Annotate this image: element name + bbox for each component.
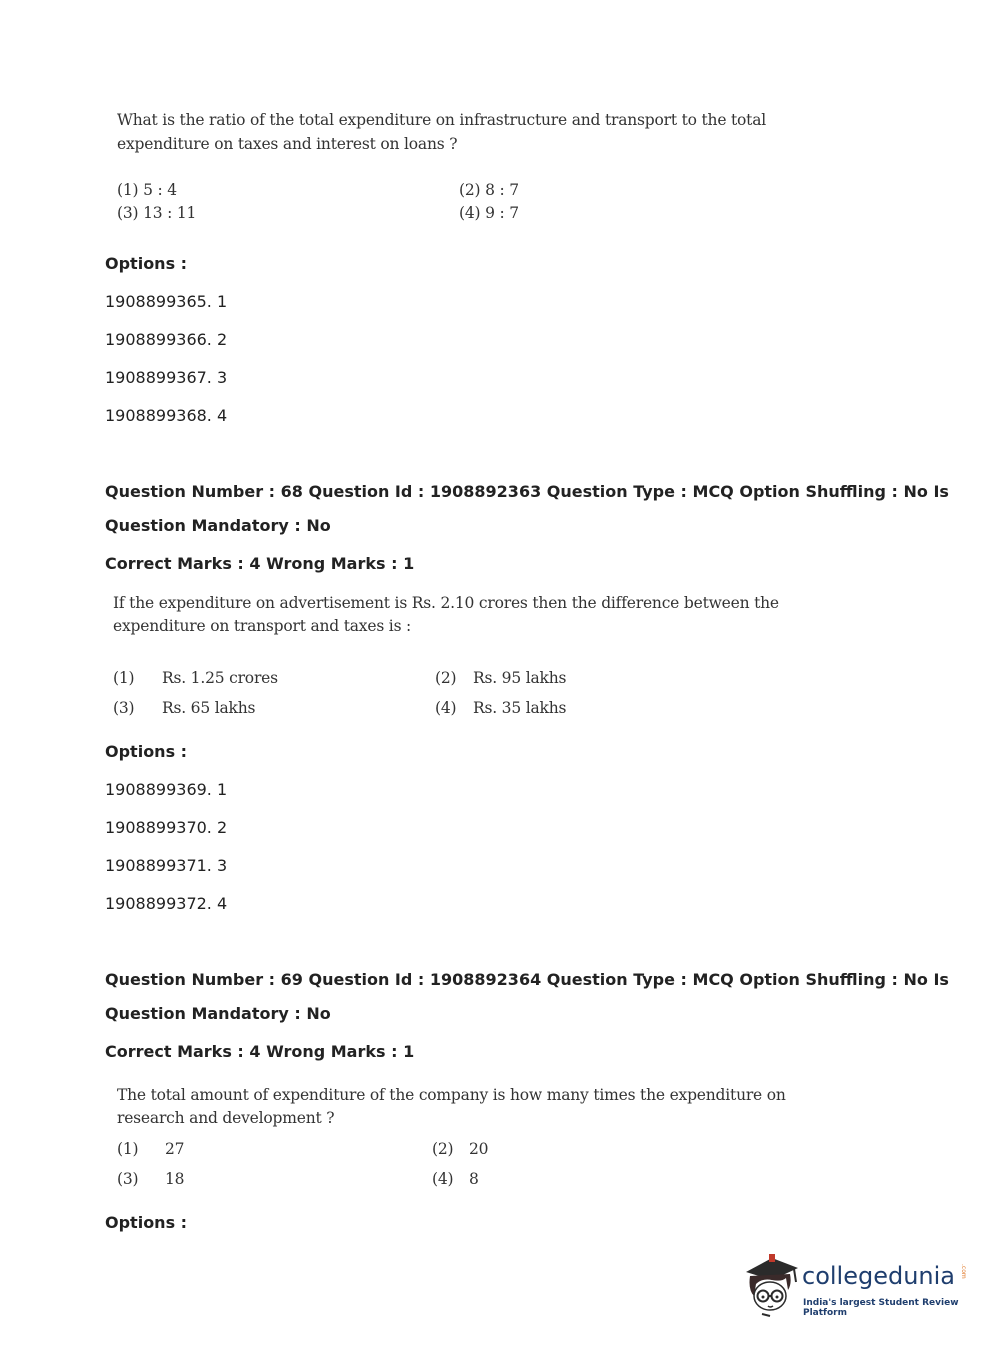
question-text-line: If the expenditure on advertisement is Rs. 2.10 crores then the difference between the <box>113 594 779 612</box>
question-text-line: What is the ratio of the total expenditure on infrastructure and transport to the total <box>117 111 767 129</box>
choice-text: Rs. 95 lakhs <box>473 669 567 687</box>
choice-text: Rs. 35 lakhs <box>473 699 567 717</box>
logo-suffix: .com <box>960 1264 967 1279</box>
choice-text: 20 <box>469 1140 489 1158</box>
question-header: Question Number : 69 Question Id : 1908892364 Question Type : MCQ Option Shuffling : No Is <box>105 970 949 989</box>
question-mandatory: Question Mandatory : No <box>105 1004 331 1023</box>
choice-2: (2) 8 : 7 <box>459 181 519 199</box>
option-item: 1908899365. 1 <box>105 292 228 311</box>
choice-number: (1) <box>117 1140 139 1158</box>
option-item: 1908899370. 2 <box>105 818 228 837</box>
option-item: 1908899371. 3 <box>105 856 228 875</box>
choice-1: (1) 5 : 4 <box>117 181 177 199</box>
choice-number: (4) <box>432 1170 454 1188</box>
option-item: 1908899366. 2 <box>105 330 228 349</box>
choice-number: (3) <box>117 1170 139 1188</box>
question-mandatory: Question Mandatory : No <box>105 516 331 535</box>
choice-text: 8 <box>469 1170 479 1188</box>
question-marks: Correct Marks : 4 Wrong Marks : 1 <box>105 554 415 573</box>
choice-number: (1) <box>113 669 135 687</box>
choice-number: (4) <box>435 699 457 717</box>
choice-text: 27 <box>165 1140 185 1158</box>
options-label: Options : <box>105 1213 188 1232</box>
option-item: 1908899367. 3 <box>105 368 228 387</box>
choice-4: (4) 9 : 7 <box>459 204 519 222</box>
options-label: Options : <box>105 254 188 273</box>
options-label: Options : <box>105 742 188 761</box>
logo-name: collegedunia <box>802 1262 956 1290</box>
question-header: Question Number : 68 Question Id : 1908892363 Question Type : MCQ Option Shuffling : No Is <box>105 482 949 501</box>
question-text-line: The total amount of expenditure of the company is how many times the expenditure on <box>117 1086 786 1104</box>
question-marks: Correct Marks : 4 Wrong Marks : 1 <box>105 1042 415 1061</box>
choice-number: (2) <box>435 669 457 687</box>
choice-text: 18 <box>165 1170 185 1188</box>
choice-3: (3) 13 : 11 <box>117 204 197 222</box>
question-text-line: expenditure on transport and taxes is : <box>113 617 412 635</box>
option-item: 1908899369. 1 <box>105 780 228 799</box>
question-text-line: research and development ? <box>117 1109 335 1127</box>
logo-tagline: India's largest Student Review Platform <box>803 1298 959 1318</box>
choice-number: (3) <box>113 699 135 717</box>
question-text-line: expenditure on taxes and interest on loans ? <box>117 135 458 153</box>
choice-number: (2) <box>432 1140 454 1158</box>
option-item: 1908899372. 4 <box>105 894 228 913</box>
choice-text: Rs. 1.25 crores <box>162 669 278 687</box>
collegedunia-logo <box>742 1250 972 1320</box>
mascot-icon <box>742 1250 802 1318</box>
option-item: 1908899368. 4 <box>105 406 228 425</box>
choice-text: Rs. 65 lakhs <box>162 699 256 717</box>
